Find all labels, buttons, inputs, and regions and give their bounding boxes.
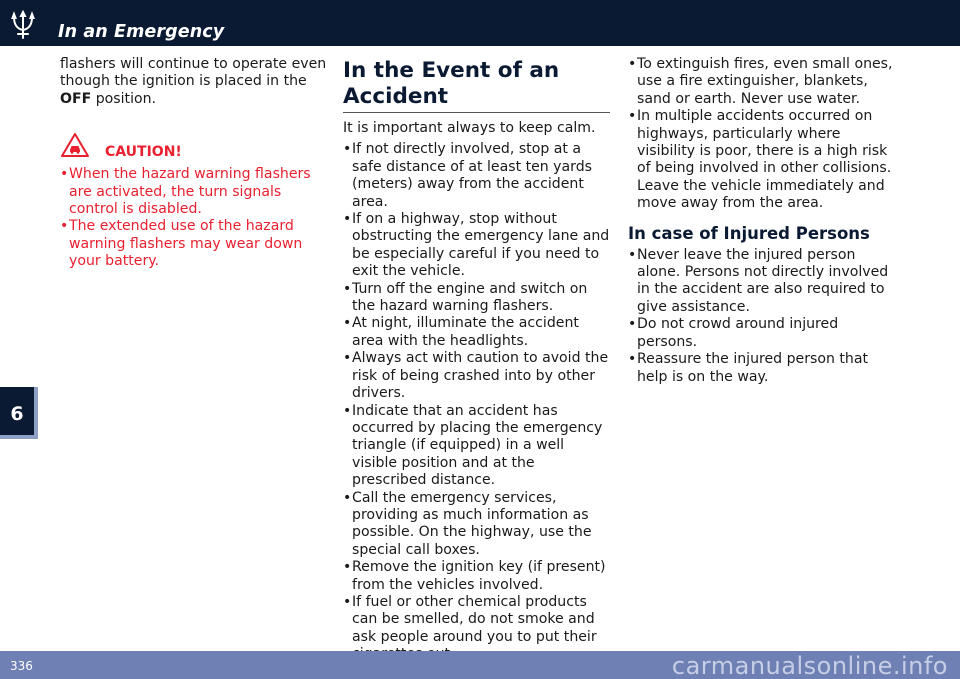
list-item: • At night, illuminate the accident area with the headlights. bbox=[343, 315, 610, 350]
caution-item: • The extended use of the hazard warning flashers may wear down your battery. bbox=[60, 218, 328, 270]
caution-item: • When the hazard warning flashers are activated, the turn signals control is disabled. bbox=[60, 166, 328, 218]
continued-paragraph: flashers will continue to operate even though the ignition is placed in the OFF position. bbox=[60, 56, 327, 107]
page-header bbox=[0, 0, 960, 46]
maserati-trident-logo bbox=[8, 10, 38, 40]
list-item: • If not directly involved, stop at a safe distance of at least ten yards (meters) away from the accident area. bbox=[343, 141, 610, 211]
accident-list bbox=[343, 141, 610, 663]
list-item: • Always act with caution to avoid the risk of being crashed into by other drivers. bbox=[343, 350, 610, 402]
intro-text: It is important always to keep calm. bbox=[343, 120, 596, 136]
page-footer bbox=[0, 651, 960, 679]
chapter-number: 6 bbox=[10, 403, 24, 425]
column-1 bbox=[60, 56, 328, 271]
list-item: • Turn off the engine and switch on the hazard warning flashers. bbox=[343, 281, 610, 316]
list-item: • Reassure the injured person that help is on the way. bbox=[628, 351, 900, 386]
page-number: 336 bbox=[10, 659, 33, 673]
list-item: • If on a highway, stop without obstructing the emergency lane and be especially careful if you need to exit the vehicle. bbox=[343, 211, 610, 281]
caution-list bbox=[60, 166, 328, 270]
injured-persons-list bbox=[628, 247, 900, 386]
caution-label: CAUTION! bbox=[105, 144, 182, 161]
column-3 bbox=[628, 56, 900, 386]
watermark: carmanualsonline.info bbox=[671, 652, 948, 679]
list-item: • If fuel or other chemical products can be smelled, do not smoke and ask people around you to put their bbox=[343, 594, 610, 664]
list-item: • Call the emergency services, providing as much information as possible. On the highway, use the special call boxes. bbox=[343, 490, 610, 560]
column-2 bbox=[343, 56, 610, 664]
list-item: • Do not crowd around injured persons. bbox=[628, 316, 900, 351]
caution-header bbox=[60, 132, 328, 160]
list-item: • To extinguish fires, even small ones, use a fire extinguisher, blankets, sand or earth. Never use water. bbox=[628, 56, 900, 108]
injured-persons-heading: In case of Injured Persons bbox=[628, 223, 870, 243]
list-item: • Remove the ignition key (if present) from the vehicles involved. bbox=[343, 559, 610, 594]
accident-heading: In the Event of an Accident bbox=[343, 58, 610, 113]
car-warning-triangle-icon bbox=[60, 132, 90, 158]
chapter-tab[interactable] bbox=[0, 387, 38, 439]
list-item: • Indicate that an accident has occurred by placing the emergency triangle (if equipped) in a well visible position and at the prescribed distance. bbox=[343, 403, 610, 490]
list-item: • Never leave the injured person alone. Persons not directly involved in the accident are also required to give assistance. bbox=[628, 247, 900, 317]
accident-list-continued bbox=[628, 56, 900, 213]
section-title: In an Emergency bbox=[58, 22, 225, 42]
list-item: • In multiple accidents occurred on highways, particularly where visibility is poor, there is a high risk of being involved in other collisions. Leave the vehicle immediately and move away from the area. bbox=[628, 108, 900, 212]
